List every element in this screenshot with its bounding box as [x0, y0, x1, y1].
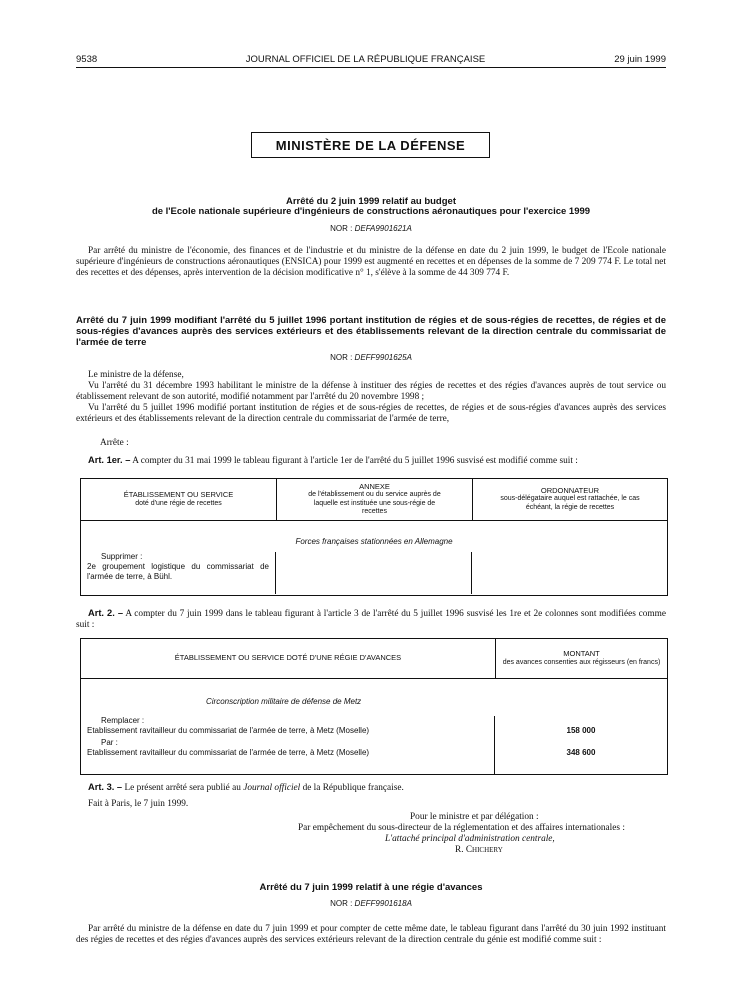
arrete1-title-line2: de l'Ecole nationale supérieure d'ingénieurs de constructions aéronautiques pour l'exercice 1999: [151, 206, 591, 217]
table1-action: Supprimer :: [101, 552, 143, 561]
art3-label: Art. 3. –: [88, 782, 123, 792]
nor-code: DEFA9901621A: [354, 224, 412, 233]
preamble-vu-1993: Vu l'arrêté du 31 décembre 1993 habilitant le ministre de la défense à instituer des régies de recettes et des régies d'avances auprès de tout service ou établissement relevant de son autorité, modifié notamment par l'arrêté du 20 novembre 1998 ;: [76, 381, 666, 402]
article-1: [76, 455, 666, 467]
table2-section: Circonscription militaire de défense de Metz: [206, 697, 362, 706]
signature-line2: Par empêchement du sous-directeur de la réglementation et des affaires internationales :: [298, 823, 625, 833]
article-3: Art. 3. – Le présent arrêté sera publié au Journal officiel de la République française.: [88, 782, 404, 793]
arrete3-body: [76, 924, 666, 946]
arrete1-body: [76, 246, 666, 279]
signature-line3: L'attaché principal d'administration centrale,: [385, 834, 555, 844]
table1-section: Forces françaises stationnées en Allemagne: [295, 537, 453, 546]
header-rule: [76, 67, 666, 68]
table2-by-label: Par :: [101, 738, 118, 747]
table1-col2-header: ANNEXE de l'établissement ou du service auprès de laquelle est instituée une sous-régie de recettes: [277, 479, 473, 521]
arrete3-nor: [76, 899, 666, 908]
preamble-minister: Le ministre de la défense,: [88, 370, 184, 380]
nor-code: DEFF9901618A: [354, 899, 412, 908]
issue-date: 29 juin 1999: [614, 54, 666, 65]
table1-entry: 2e groupement logistique du commissariat de l'armée de terre, à Bühl.: [87, 562, 269, 581]
journal-officiel: Journal officiel: [243, 783, 301, 793]
table2-replace-label: Remplacer :: [101, 716, 145, 725]
arrete3-title: Arrêté du 7 juin 1999 relatif à une régie d'avances: [259, 882, 483, 893]
table2-col2-header: MONTANT des avances consenties aux régisseurs (en francs): [496, 639, 668, 679]
article-2: [76, 608, 666, 631]
nor-label: NOR :: [330, 353, 353, 362]
art2-label: Art. 2. –: [88, 608, 124, 618]
table1-col1-header: ÉTABLISSEMENT OU SERVICE doté d'une régie de recettes: [81, 479, 277, 521]
table2-row: [81, 679, 668, 775]
journal-title: JOURNAL OFFICIEL DE LA RÉPUBLIQUE FRANÇAISE: [245, 54, 486, 65]
arrete2-title: Arrêté du 7 juin 1999 modifiant l'arrêté du 5 juillet 1996 portant institution de régies et de sous-régies de recettes, de régies et de sous-régies d'avances auprès des services extérieurs et des établissements relevant de la direction centrale du commissariat de l'armée de terre: [76, 315, 666, 348]
table2-body: [81, 679, 668, 775]
page-number: 9538: [76, 54, 98, 65]
arrete2-preamble: [76, 370, 666, 425]
art1-label: Art. 1er. –: [88, 455, 131, 465]
table2-replace-entry: Etablissement ravitailleur du commissariat de l'armée de terre, à Metz (Moselle): [87, 726, 370, 735]
art1-text: A compter du 31 mai 1999 le tableau figurant à l'article 1er de l'arrêté du 5 juillet 1996 susvisé est modifié comme suit :: [132, 456, 578, 466]
table-recettes: [80, 478, 668, 596]
signature-line1: Pour le ministre et par délégation :: [410, 812, 539, 822]
arrete2-nor: [76, 353, 666, 362]
arrete1-title-line1: Arrêté du 2 juin 1999 relatif au budget: [286, 196, 456, 207]
table2-col1-header: ÉTABLISSEMENT OU SERVICE DOTÉ D'UNE RÉGIE D'AVANCES: [81, 639, 496, 679]
done-at: Fait à Paris, le 7 juin 1999.: [88, 799, 189, 809]
arrete-word: Arrête :: [100, 438, 129, 448]
table-avances: [80, 638, 668, 775]
table1-row: [81, 521, 668, 596]
signature-name: R. Chichery: [455, 845, 503, 855]
arrete1-nor: [76, 224, 666, 233]
arrete3-body-text: Par arrêté du ministre de la défense en date du 7 juin 1999 et pour compter de cette même date, le tableau figurant dans l'arrêté du 30 juin 1992 instituant des régies de recettes et des régies d'avances auprès des services extérieurs relevant de la direction centrale du génie est modifié comme suit :: [76, 924, 666, 945]
table1-body: [81, 521, 668, 596]
nor-label: NOR :: [330, 224, 353, 233]
table1-col3-header: ORDONNATEUR sous-délégataire auquel est rattachée, le cas échéant, la régie de recettes: [473, 479, 668, 521]
nor-label: NOR :: [330, 899, 353, 908]
arrete1-body-text: Par arrêté du ministre de l'économie, des finances et de l'industrie et du ministre de la défense en date du 2 juin 1999, le budget de l'Ecole nationale supérieure d'ingénieurs de constructions aéronautiques (ENSICA) pour 1999 est augmenté en recettes et en dépenses de la somme de 7 209 774 F. Le total net des recettes et des dépenses, après intervention de la décision modificative n° 1, s'élève à la somme de 44 309 774 F.: [76, 246, 666, 278]
art2-text: A compter du 7 juin 1999 dans le tableau figurant à l'article 3 de l'arrêté du 5 juillet 1996 susvisé les 1re et 2e colonnes sont modifiées comme suit :: [76, 609, 666, 630]
ministry-box: MINISTÈRE DE LA DÉFENSE: [251, 132, 490, 158]
preamble-vu-1996: Vu l'arrêté du 5 juillet 1996 modifié portant institution de régies et de sous-régies de recettes, de régies et de sous-régies d'avances auprès des services extérieurs et des établissements relevant de la direction centrale du commissariat de l'armée de terre,: [76, 403, 666, 424]
table2-by-entry: Etablissement ravitailleur du commissariat de l'armée de terre, à Metz (Moselle): [87, 748, 370, 757]
table2-by-amount: 348 600: [566, 748, 596, 757]
nor-code: DEFF9901625A: [354, 353, 412, 362]
table2-replace-amount: 158 000: [566, 726, 596, 735]
